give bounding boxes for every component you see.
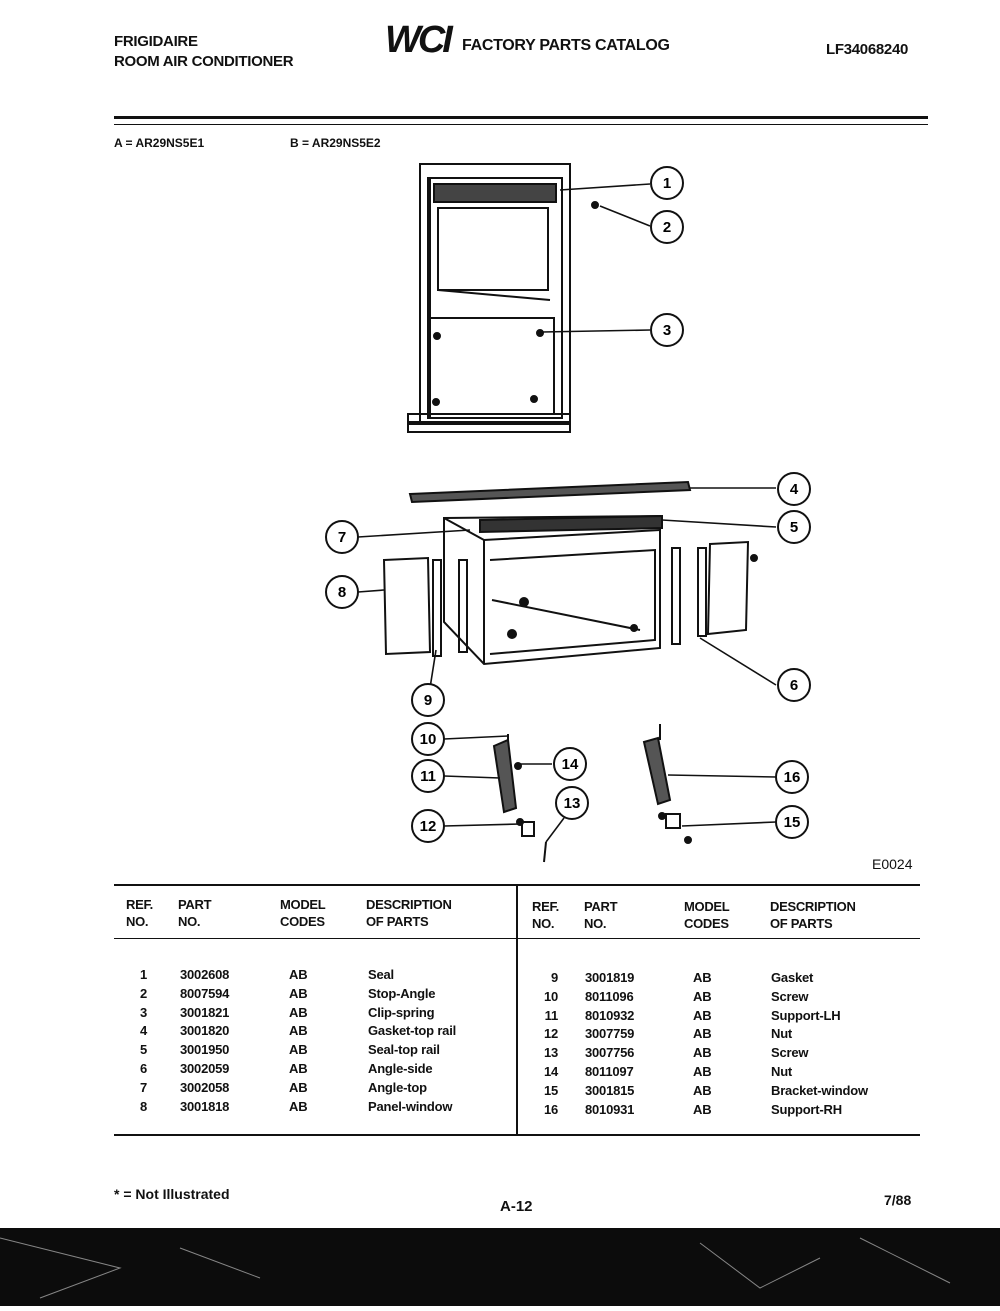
svg-text:12: 12 <box>419 818 437 835</box>
brand-name: FRIGIDAIRE <box>114 33 198 50</box>
svg-text:1: 1 <box>662 175 672 192</box>
svg-text:7: 7 <box>337 529 347 546</box>
svg-text:3: 3 <box>662 322 672 339</box>
svg-text:9: 9 <box>423 692 433 709</box>
left-support-hardware <box>494 734 546 862</box>
callout-1 <box>651 167 683 199</box>
svg-text:13: 13 <box>563 795 581 812</box>
svg-text:14: 14 <box>561 756 579 773</box>
svg-text:16: 16 <box>783 769 801 786</box>
catalog-number: LF34068240 <box>826 41 909 58</box>
table-divider <box>516 886 518 1136</box>
header-model-right: MODEL CODES <box>684 899 730 931</box>
model-a: A = AR29NS5E1 <box>114 136 205 150</box>
callout-2 <box>651 211 683 243</box>
callout-7 <box>326 521 358 553</box>
diagram-code: E0024 <box>872 856 913 872</box>
header-ref-right: REF. NO. <box>532 899 559 931</box>
wci-logo: WCI <box>385 19 450 61</box>
callout-9 <box>412 684 444 716</box>
callout-12 <box>412 810 444 842</box>
right-window-panel <box>672 542 757 644</box>
left-part-column: 3002608 8007594 3001821 3001820 3001950 3002059 3002058 3001818 <box>180 967 230 1114</box>
svg-text:6: 6 <box>789 677 799 694</box>
catalog-title: FACTORY PARTS CATALOG <box>462 37 670 54</box>
gasket-top-rail <box>410 482 690 502</box>
callout-13 <box>556 787 588 819</box>
svg-text:10: 10 <box>419 731 437 748</box>
callout-16 <box>776 761 808 793</box>
callout-8 <box>326 576 358 608</box>
revision-date: 7/88 <box>884 1192 912 1208</box>
svg-text:8: 8 <box>337 584 347 601</box>
callout-3 <box>651 314 683 346</box>
table-header-rule <box>114 938 920 939</box>
svg-text:4: 4 <box>789 481 799 498</box>
left-codes-column: AB AB AB AB AB AB AB AB <box>289 967 308 1114</box>
callout-10 <box>412 723 444 755</box>
callout-15 <box>776 806 808 838</box>
header-desc-right: DESCRIPTION OF PARTS <box>770 899 856 931</box>
product-name: ROOM AIR CONDITIONER <box>114 53 294 70</box>
callout-11 <box>412 760 444 792</box>
callout-14 <box>554 748 586 780</box>
window-frame-assembly <box>408 164 598 432</box>
left-desc-column: Seal Stop-Angle Clip-spring Gasket-top rail Seal-top rail Angle-side Angle-top Panel-window <box>368 967 457 1114</box>
header-model-left: MODEL CODES <box>280 897 326 929</box>
callout-5 <box>778 511 810 543</box>
header-desc-left: DESCRIPTION OF PARTS <box>366 897 452 929</box>
right-part-column: 3001819 8011096 8010932 3007759 3007756 8011097 3001815 8010931 <box>585 970 635 1117</box>
scan-edge <box>0 1228 1000 1306</box>
model-b: B = AR29NS5E2 <box>290 136 381 150</box>
svg-text:5: 5 <box>789 519 799 536</box>
header-part-right: PART NO. <box>584 899 618 931</box>
callout-4 <box>778 473 810 505</box>
footnote: * = Not Illustrated <box>114 1186 230 1202</box>
callout-6 <box>778 669 810 701</box>
cabinet-sleeve <box>444 516 662 664</box>
right-desc-column: Gasket Screw Support-LH Nut Screw Nut Bracket-window Support-RH <box>771 970 868 1117</box>
left-ref-column: 1 2 3 4 5 6 7 8 <box>140 967 148 1114</box>
right-codes-column: AB AB AB AB AB AB AB AB <box>693 970 712 1117</box>
svg-text:2: 2 <box>662 219 672 236</box>
table-bottom-rule <box>114 1134 920 1136</box>
svg-text:15: 15 <box>783 814 801 831</box>
page-number: A-12 <box>500 1198 533 1215</box>
header-ref-left: REF. NO. <box>126 897 153 929</box>
header-part-left: PART NO. <box>178 897 212 929</box>
left-window-panel <box>384 558 467 656</box>
right-ref-column: 9 10 11 12 13 14 15 16 <box>543 970 558 1117</box>
svg-text:11: 11 <box>420 768 436 785</box>
